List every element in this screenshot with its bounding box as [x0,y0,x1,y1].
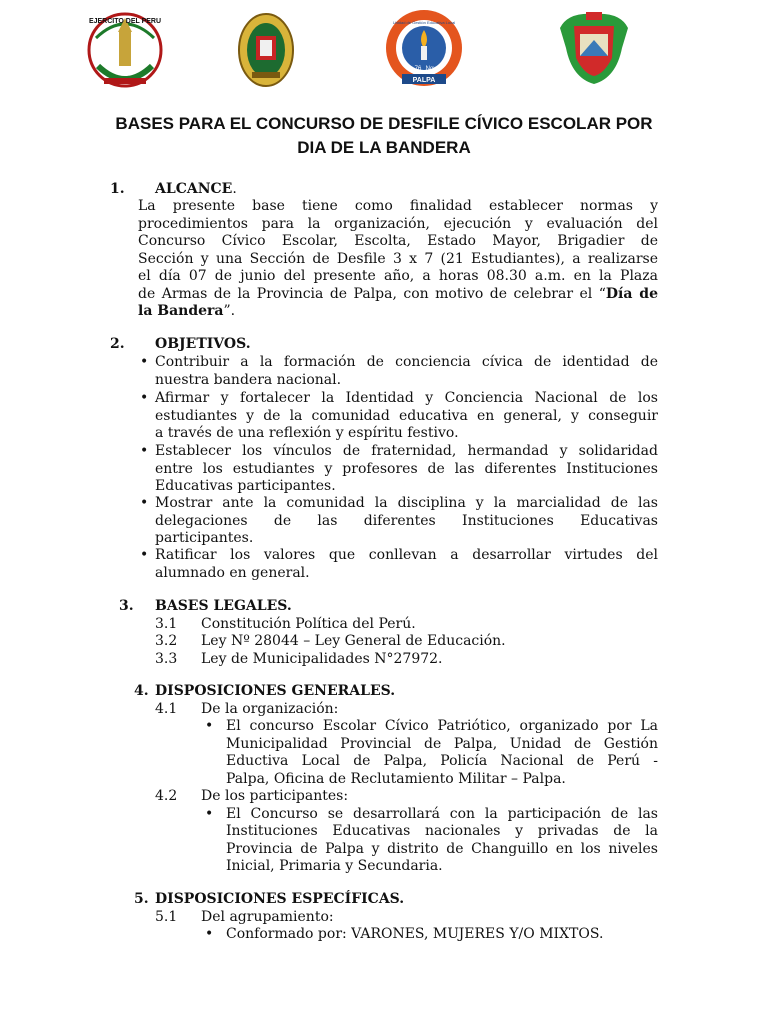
s5-item-1-text: Del agrupamiento: [201,908,334,925]
s4-bullet-1-line-2: Municipalidad Provincial de Palpa, Unidad de Gestión [226,735,658,752]
s5-item-1-number: 5.1 [155,908,178,925]
s4-bullet-2-line-2: Instituciones Educativas nacionales y privadas de la [226,823,658,839]
s1-number: 1. [110,181,125,197]
s2-bullet-3-marker: • [140,443,149,459]
s1-line-6-text: de Armas de la Provincia de Palpa, con motivo de celebrar el “ [138,285,606,302]
s4-item-2-number: 4.2 [155,788,178,804]
ugel-logo-text: Unidad de Gestión Educativa Local [392,20,456,25]
ugel-logo-place: PALPA [412,77,436,84]
s2-bullet-2-line-2: estudiantes y de la comunidad educativa en general, y conseguir [155,407,658,424]
s2-bullet-3-line-2: entre los estudiantes y profesores de las diferentes Instituciones [155,460,658,477]
s3-item-1-number: 3.1 [155,615,178,632]
s1-line-7-bold: la Bandera [138,303,224,319]
s5-bullet-1-text: Conformado por: VARONES, MUJERES Y/O MIXTOS. [226,926,604,942]
s2-bullet-1-marker: • [140,354,149,370]
s1-line-5: el día 07 de junio del presente año, a horas 08.30 a.m. en la Plaza [138,268,658,284]
s4-bullet-2-line-4: Inicial, Primaria y Secundaria. [226,858,443,874]
ugel-mark-left: 76 [414,66,422,72]
ugel-mark-right: Nov [425,66,437,72]
s3-item-2-text: Ley Nº 28044 – Ley General de Educación. [201,633,506,649]
policia-logo [236,8,296,92]
s1-heading-text: ALCANCE [155,181,233,197]
s1-line-6-bold: Día de [605,285,658,302]
s2-heading: OBJETIVOS. [155,336,251,352]
s3-item-3-number: 3.3 [155,650,178,667]
s2-bullet-5-line-2: alumnado en general. [155,564,310,581]
s2-bullet-2-line-3: a través de una reflexión y espíritu festivo. [155,425,459,441]
s2-bullet-4-line-2: delegaciones de las diferentes Instituciones Educativas [155,512,658,529]
s4-bullet-1-line-3: Eductiva Local de Palpa, Policía Nacional de Perú - [226,753,658,769]
s4-item-1-text: De la organización: [201,700,339,717]
s2-bullet-3-line-1: Establecer los vínculos de fraternidad, hermandad y solidaridad [155,443,658,459]
s5-number: 5. [134,891,149,907]
s1-line-4: Sección y una Sección de Desfile 3 x 7 (21 Estudiantes), a realizarse [138,250,658,267]
s2-bullet-4-marker: • [140,495,149,511]
s1-heading [155,181,237,199]
s4-bullet-1-marker: • [205,718,214,734]
s4-item-2-text: De los participantes: [201,788,349,804]
s2-bullet-2-marker: • [140,390,149,406]
palpa-shield-logo [556,8,632,88]
s3-item-3-text: Ley de Municipalidades N°27972. [201,650,443,667]
s3-item-2-number: 3.2 [155,633,178,649]
document-title-line-2: DIA DE LA BANDERA [297,138,471,157]
s3-heading: BASES LEGALES. [155,598,292,614]
s3-item-1-text: Constitución Política del Perú. [201,615,416,632]
s4-bullet-1-line-1: El concurso Escolar Cívico Patriótico, organizado por La [226,718,658,734]
s1-line-2: procedimientos para la organización, ejecución y evaluación del [138,215,658,232]
s2-bullet-1-line-2: nuestra bandera nacional. [155,371,342,388]
s2-bullet-1-line-1: Contribuir a la formación de conciencia cívica de identidad de [155,354,658,370]
s2-bullet-5-marker: • [140,547,149,563]
s4-bullet-2-marker: • [205,805,214,822]
s1-line-3: Concurso Cívico Escolar, Escolta, Estado Mayor, Brigadier de [138,233,658,249]
s5-heading: DISPOSICIONES ESPECÍFICAS. [155,891,405,907]
ejercito-logo [86,8,164,92]
ugel-logo [384,8,464,88]
s1-line-1: La presente base tiene como finalidad establecer normas y [138,198,658,214]
s2-number: 2. [110,336,125,352]
s2-bullet-4-line-1: Mostrar ante la comunidad la disciplina y la marcialidad de las [155,495,658,511]
s4-bullet-1-line-4: Palpa, Oficina de Reclutamiento Militar – Palpa. [226,770,566,787]
s2-bullet-3-line-3: Educativas participantes. [155,478,336,494]
s4-number: 4. [134,683,149,699]
s2-bullet-4-line-3: participantes. [155,530,254,546]
s1-line-6 [138,286,658,304]
document-title-line-1: BASES PARA EL CONCURSO DE DESFILE CÍVICO ESCOLAR POR [115,114,653,133]
s4-bullet-2-line-3: Provincia de Palpa y distrito de Changuillo en los niveles [226,840,658,857]
s4-item-1-number: 4.1 [155,700,178,717]
s2-bullet-5-line-1: Ratificar los valores que conllevan a desarrollar virtudes del [155,547,658,563]
s1-line-7 [138,303,235,321]
s2-bullet-2-line-1: Afirmar y fortalecer la Identidad y Conciencia Nacional de los [155,390,658,406]
s4-heading: DISPOSICIONES GENERALES. [155,683,396,699]
s3-number: 3. [119,598,134,614]
s5-bullet-1-marker: • [205,926,214,942]
s4-bullet-2-line-1: El Concurso se desarrollará con la participación de las [226,805,658,822]
s1-line-7-tail: ”. [223,303,236,319]
ejercito-logo-text: EJERCITO DEL PERU [88,18,162,25]
s1-heading-tail: . [232,181,237,197]
